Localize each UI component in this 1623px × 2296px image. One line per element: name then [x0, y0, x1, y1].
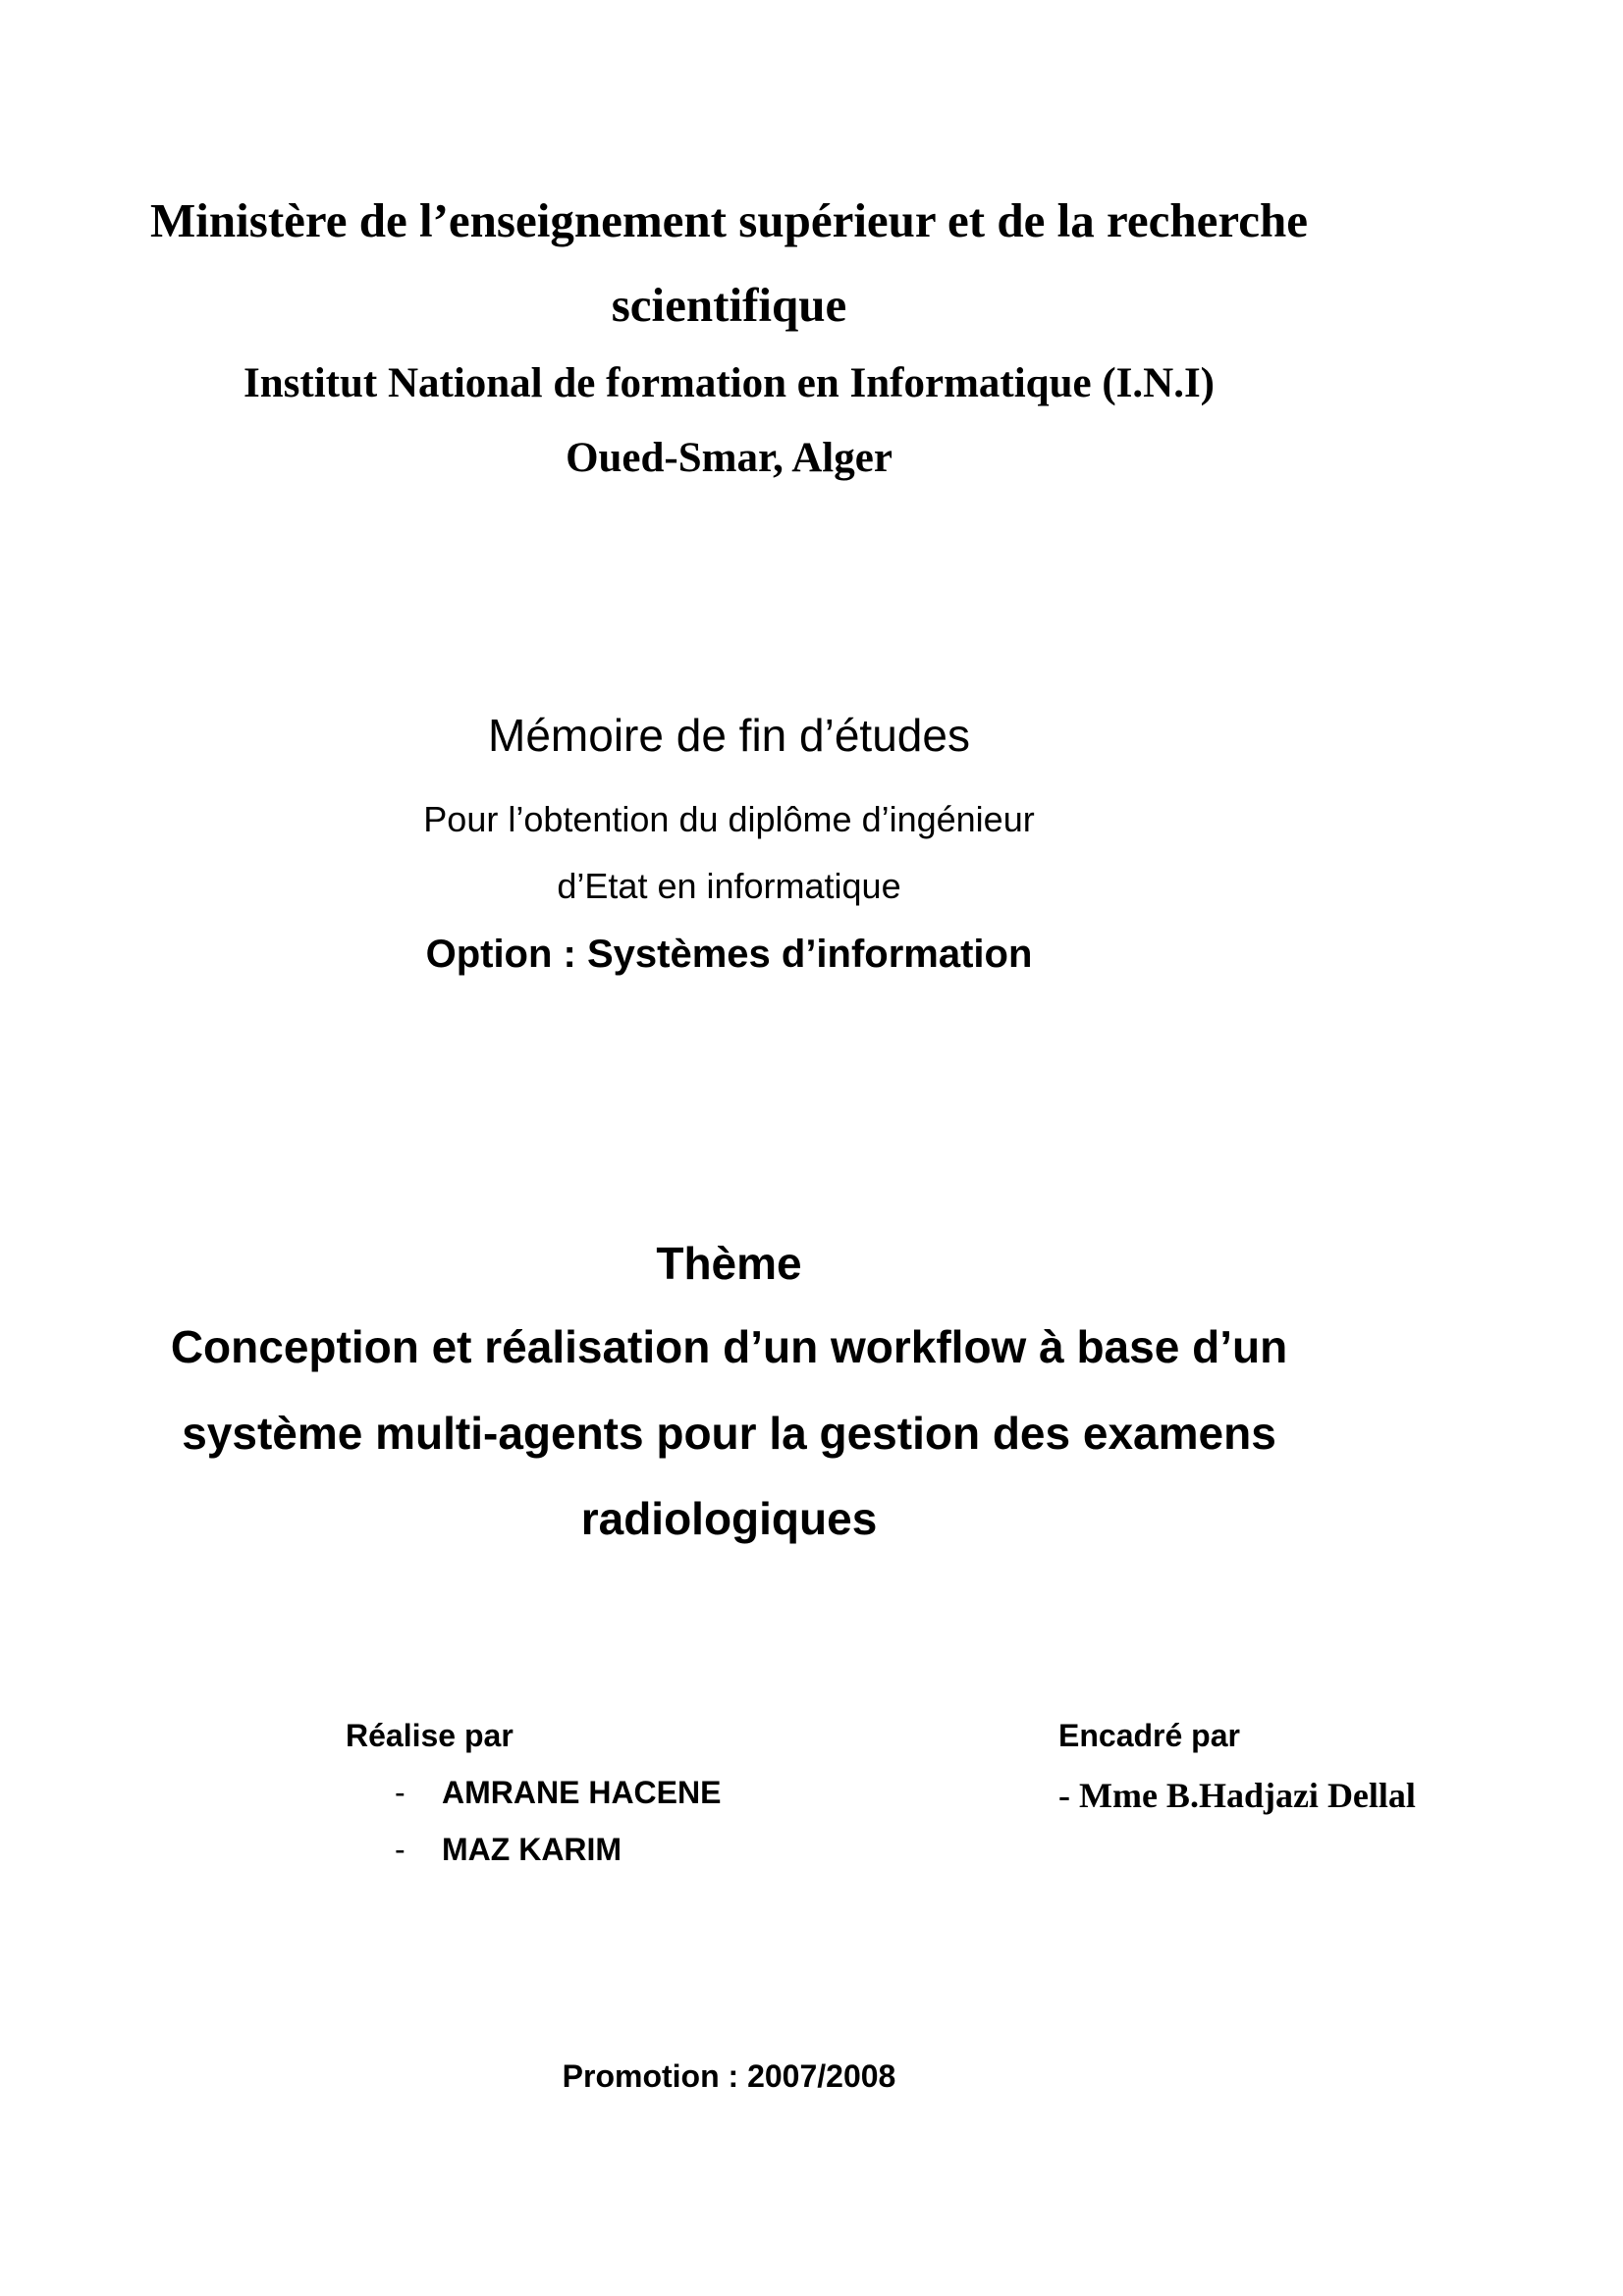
- memoire-subtitle-line-1: Pour l’obtention du diplôme d’ingénieur: [423, 799, 1035, 839]
- theme-title-line-3: radiologiques: [580, 1493, 878, 1544]
- supervisor-label: Encadré par: [1058, 1718, 1240, 1753]
- author-name: AMRANE HACENE: [442, 1775, 722, 1810]
- author-bullet: -: [395, 1775, 406, 1810]
- author-bullet: -: [395, 1832, 406, 1867]
- promotion-year: Promotion : 2007/2008: [562, 2058, 896, 2094]
- theme-title-line-2: système multi-agents pour la gestion des examens: [182, 1408, 1276, 1459]
- author-item: [395, 1832, 622, 1868]
- author-item: [395, 1775, 721, 1811]
- theme-title-line-1: Conception et réalisation d’un workflow à base d’un: [170, 1321, 1288, 1372]
- ministry-title-line-2: scientifique: [611, 278, 847, 332]
- memoire-title: Mémoire de fin d’études: [488, 710, 970, 761]
- author-name: MAZ KARIM: [442, 1832, 622, 1867]
- option-specialty: Option : Systèmes d’information: [425, 933, 1033, 976]
- institute-location: Oued-Smar, Alger: [566, 435, 893, 481]
- authors-label: Réalise par: [346, 1718, 514, 1753]
- theme-label: Thème: [656, 1238, 802, 1289]
- ministry-title-line-1: Ministère de l’enseignement supérieur et de la recherche: [150, 193, 1308, 247]
- memoire-subtitle-line-2: d’Etat en informatique: [557, 866, 901, 906]
- institute-name: Institut National de formation en Informatique (I.N.I): [243, 360, 1215, 406]
- supervisor-name: - Mme B.Hadjazi Dellal: [1058, 1776, 1416, 1815]
